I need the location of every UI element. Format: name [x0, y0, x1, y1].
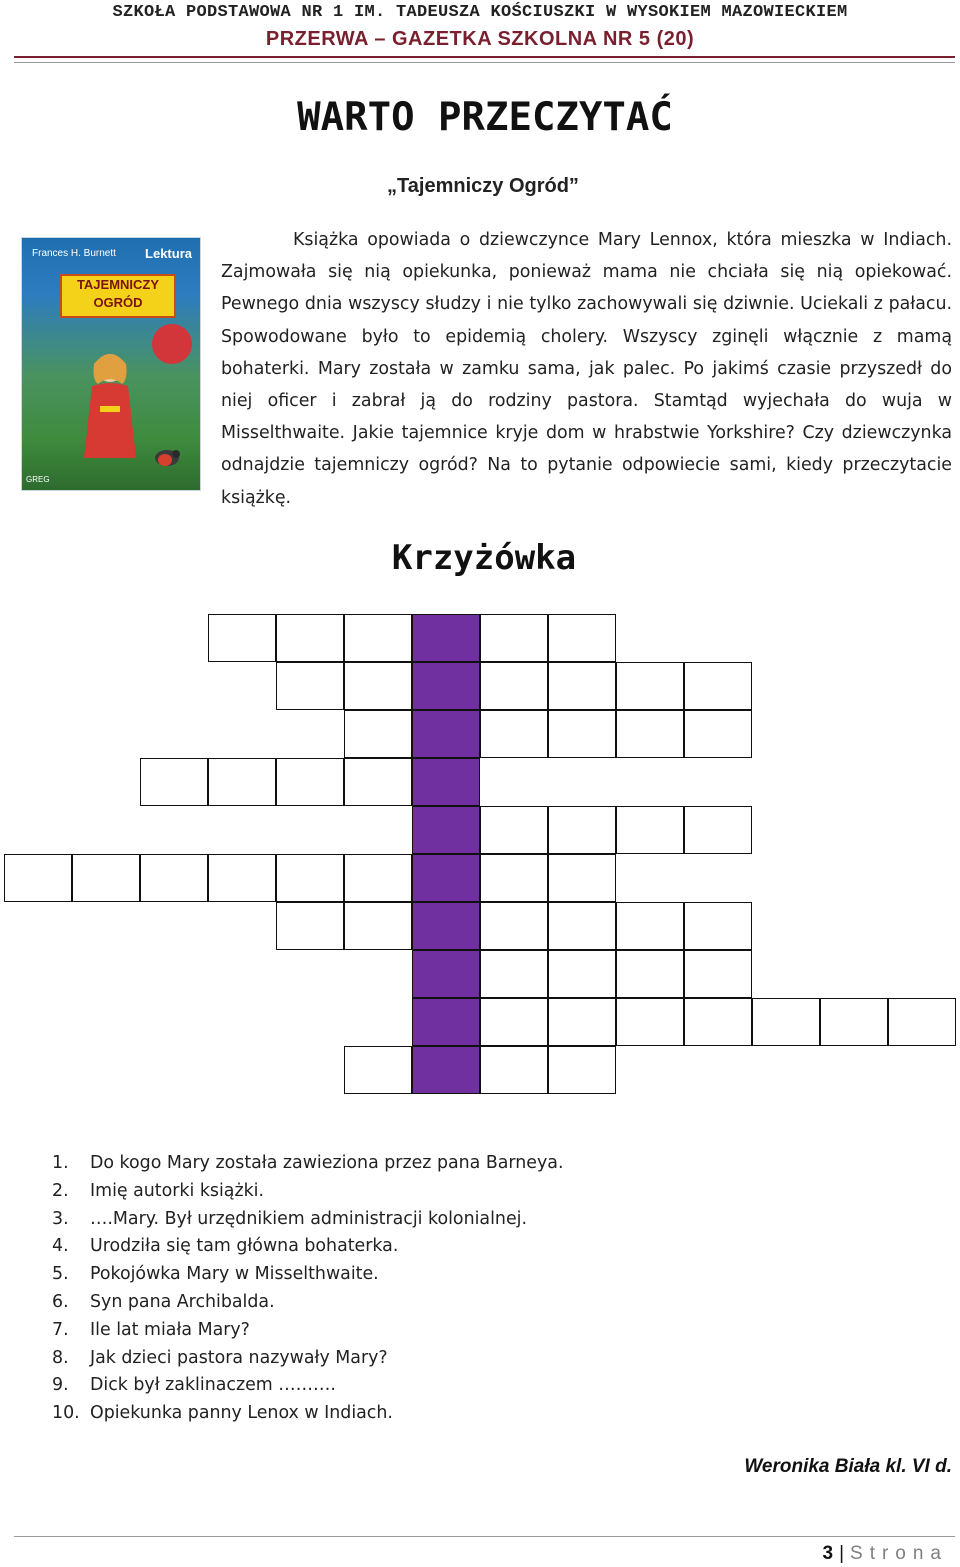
cover-badge	[152, 324, 192, 364]
crossword-key-cell[interactable]	[412, 854, 480, 902]
clue-text: Opiekunka panny Lenox w Indiach.	[90, 1403, 393, 1424]
page-label: Strona	[850, 1543, 948, 1564]
crossword-cell[interactable]	[4, 854, 72, 902]
clue-text: Imię autorki książki.	[90, 1180, 265, 1201]
crossword-cell[interactable]	[616, 950, 684, 998]
crossword-cell[interactable]	[684, 902, 752, 950]
crossword-cell[interactable]	[480, 614, 548, 662]
crossword-key-cell[interactable]	[412, 950, 480, 998]
crossword-cell[interactable]	[684, 710, 752, 758]
cover-title-box	[60, 274, 176, 318]
cover-author: Frances H. Burnett	[32, 248, 116, 259]
crossword-cell[interactable]	[548, 614, 616, 662]
crossword-cell[interactable]	[276, 614, 344, 662]
page-separator: |	[839, 1543, 845, 1564]
crossword-cell[interactable]	[684, 950, 752, 998]
crossword-cell[interactable]	[480, 902, 548, 950]
crossword-cell[interactable]	[888, 998, 956, 1046]
header-rule	[14, 56, 955, 58]
clue-number: 10.	[52, 1403, 80, 1424]
crossword-key-cell[interactable]	[412, 710, 480, 758]
crossword-cell[interactable]	[72, 854, 140, 902]
review-text: Książka opowiada o dziewczynce Mary Lennox, która mieszka w Indiach. Zajmowała się nią opiekunka, ponieważ mama nie chciała się nią opiekować. Pewnego dnia wszyscy słudzy i nie tylko zachowywali się dziwnie. Uciekali z pałacu. Spowodowane było to epidemią cholery. Wszyscy zginęli włącznie z mamą bohaterki. Mary została w zamku sama, jak palec. Po jakimś czasie przyszedł do niej oficer i zabrał ją do rodziny pastora. Stamtąd wyjechała do wuja w Misselthwaite. Jakie tajemnice kryje dom w hrabstwie Yorkshire? Czy dziewczynka odnajdzie tajemniczy ogród? Na to pytanie odpowiecie sami, kiedy przeczytacie książkę.	[221, 230, 952, 508]
crossword-cell[interactable]	[480, 1046, 548, 1094]
crossword-cell[interactable]	[548, 854, 616, 902]
crossword-cell[interactable]	[480, 854, 548, 902]
crossword-key-cell[interactable]	[412, 806, 480, 854]
clue-number: 7.	[52, 1319, 69, 1340]
clue-item	[52, 1345, 563, 1373]
clue-item	[52, 1317, 563, 1345]
book-title: „Tajemniczy Ogród”	[387, 175, 579, 197]
crossword-cell[interactable]	[616, 662, 684, 710]
clue-number: 9.	[52, 1375, 69, 1396]
clue-text: Dick był zaklinaczem ……….	[90, 1375, 336, 1396]
clue-item	[52, 1233, 563, 1261]
crossword-cell[interactable]	[140, 854, 208, 902]
crossword-key-cell[interactable]	[412, 902, 480, 950]
crossword-cell[interactable]	[208, 854, 276, 902]
clue-number: 4.	[52, 1236, 69, 1257]
cover-series: Lektura	[145, 246, 192, 261]
clue-text: Syn pana Archibalda.	[90, 1291, 275, 1312]
clue-item	[52, 1372, 563, 1400]
cover-title-line1: TAJEMNICZY	[76, 277, 160, 292]
crossword-cell[interactable]	[140, 758, 208, 806]
crossword-cell[interactable]	[276, 854, 344, 902]
crossword-cell[interactable]	[548, 806, 616, 854]
crossword-cell[interactable]	[344, 614, 412, 662]
crossword-cell[interactable]	[276, 758, 344, 806]
crossword-cell[interactable]	[344, 758, 412, 806]
signature: Weronika Biała kl. VI d.	[744, 1456, 952, 1477]
clue-list	[52, 1150, 563, 1428]
crossword-key-cell[interactable]	[412, 998, 480, 1046]
clue-text: Do kogo Mary została zawieziona przez pana Barneya.	[90, 1153, 564, 1173]
crossword-key-cell[interactable]	[412, 614, 480, 662]
header-school: SZKOŁA PODSTAWOWA NR 1 IM. TADEUSZA KOŚCIUSZKI W WYSOKIEM MAZOWIECKIEM	[112, 3, 848, 22]
bird-illustration	[152, 446, 182, 468]
clue-number: 3.	[52, 1208, 69, 1229]
crossword-cell[interactable]	[276, 662, 344, 710]
book-cover	[22, 238, 200, 490]
crossword-cell[interactable]	[548, 902, 616, 950]
clue-number: 6.	[52, 1291, 69, 1312]
crossword-cell[interactable]	[616, 902, 684, 950]
crossword-cell[interactable]	[480, 950, 548, 998]
crossword-cell[interactable]	[208, 614, 276, 662]
clue-item	[52, 1289, 563, 1317]
crossword-key-cell[interactable]	[412, 758, 480, 806]
crossword-cell[interactable]	[480, 806, 548, 854]
crossword-cell[interactable]	[616, 998, 684, 1046]
crossword-cell[interactable]	[344, 1046, 412, 1094]
crossword-cell[interactable]	[616, 710, 684, 758]
clue-text: Urodziła się tam główna bohaterka.	[90, 1236, 399, 1257]
crossword-cell[interactable]	[480, 998, 548, 1046]
clue-item	[52, 1206, 563, 1234]
crossword-cell[interactable]	[820, 998, 888, 1046]
crossword-cell[interactable]	[616, 806, 684, 854]
clue-number: 2.	[52, 1180, 69, 1201]
clue-text: Jak dzieci pastora nazywały Mary?	[90, 1347, 388, 1368]
crossword-cell[interactable]	[548, 950, 616, 998]
crossword-cell[interactable]	[548, 710, 616, 758]
clue-item	[52, 1178, 563, 1206]
crossword-key-cell[interactable]	[412, 1046, 480, 1094]
crossword-cell[interactable]	[344, 662, 412, 710]
crossword-cell[interactable]	[344, 854, 412, 902]
clue-item	[52, 1261, 563, 1289]
header-rule-thin	[14, 62, 955, 63]
crossword-cell[interactable]	[684, 998, 752, 1046]
clue-text: Pokojówka Mary w Misselthwaite.	[90, 1264, 379, 1285]
crossword-cell[interactable]	[480, 662, 548, 710]
section-title: WARTO PRZECZYTAĆ	[297, 95, 673, 140]
clue-text: Ile lat miała Mary?	[90, 1319, 250, 1340]
crossword-cell[interactable]	[752, 998, 820, 1046]
girl-illustration	[70, 346, 150, 466]
crossword-cell[interactable]	[344, 710, 412, 758]
page-number	[823, 1543, 949, 1565]
crossword-cell[interactable]	[548, 1046, 616, 1094]
clue-number: 8.	[52, 1347, 69, 1368]
crossword-cell[interactable]	[684, 662, 752, 710]
crossword-cell[interactable]	[480, 710, 548, 758]
crossword-cell[interactable]	[548, 662, 616, 710]
clue-item	[52, 1400, 563, 1428]
clue-text: ….Mary. Był urzędnikiem administracji kolonialnej.	[90, 1208, 527, 1229]
crossword-key-cell[interactable]	[412, 662, 480, 710]
header-gazette: PRZERWA – GAZETKA SZKOLNA NR 5 (20)	[265, 28, 695, 50]
clue-number: 5.	[52, 1264, 69, 1285]
crossword-cell[interactable]	[344, 902, 412, 950]
clue-item	[52, 1150, 563, 1178]
crossword-cell[interactable]	[208, 758, 276, 806]
crossword-cell[interactable]	[276, 902, 344, 950]
crossword-cell[interactable]	[684, 806, 752, 854]
clue-number: 1.	[52, 1153, 69, 1173]
crossword-cell[interactable]	[548, 998, 616, 1046]
crossword-title: Krzyżówka	[391, 538, 577, 578]
footer-rule	[14, 1536, 955, 1537]
cover-title-line2: OGRÓD	[93, 295, 143, 310]
cover-publisher: GREG	[26, 475, 50, 484]
page-number-value: 3	[822, 1543, 834, 1564]
